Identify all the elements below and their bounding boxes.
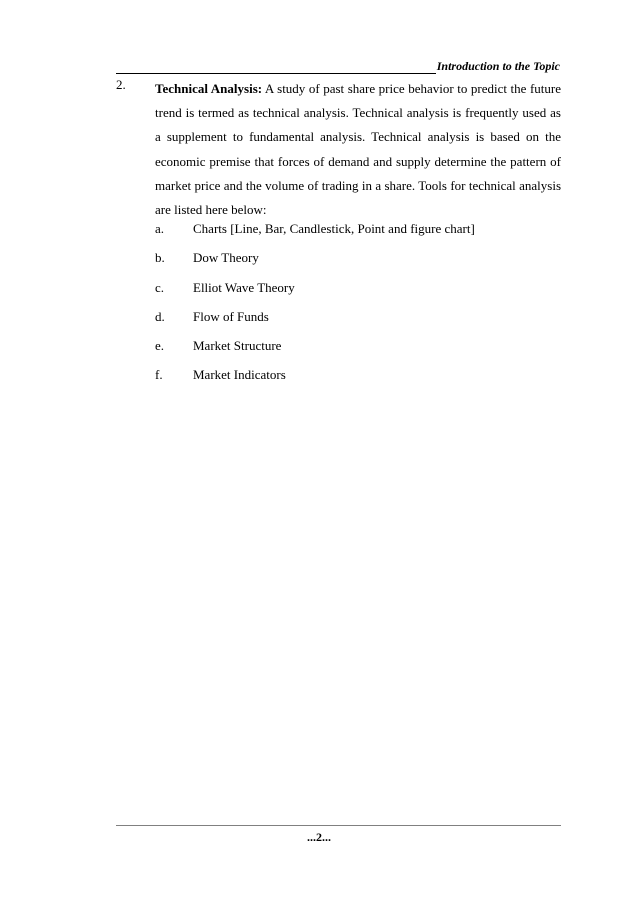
list-marker: e. bbox=[155, 338, 165, 354]
tools-list bbox=[155, 214, 475, 390]
list-item-text: Market Structure bbox=[193, 338, 282, 354]
list-item-text: Elliot Wave Theory bbox=[193, 279, 295, 295]
list-item bbox=[155, 273, 475, 302]
list-item bbox=[155, 302, 475, 331]
list-item bbox=[155, 214, 475, 243]
header-rule bbox=[116, 73, 436, 74]
page-number: ...2... bbox=[307, 830, 331, 844]
list-item-text: Dow Theory bbox=[193, 250, 259, 266]
list-item-text: Market Indicators bbox=[193, 367, 286, 383]
list-marker: d. bbox=[155, 308, 165, 324]
list-marker: a. bbox=[155, 221, 165, 236]
running-header-title: Introduction to the Topic bbox=[436, 59, 560, 73]
paragraph-body: A study of past share price behavior to predict the future trend is termed as technical analysis. Technical analysis is frequently used as a supplement to fundamental analysis. Technical analysis is based on the economic premise that forces of demand and supply determine the pattern of market price and the volume of trading in a share. Tools for technical analysis are listed here below: bbox=[155, 81, 561, 218]
technical-analysis-paragraph bbox=[155, 77, 561, 222]
list-item bbox=[155, 331, 475, 360]
list-marker: b. bbox=[155, 250, 165, 266]
section-number: 2. bbox=[116, 77, 126, 92]
list-item bbox=[155, 360, 475, 389]
footer-rule bbox=[116, 825, 561, 826]
list-item bbox=[155, 243, 475, 272]
list-marker: c. bbox=[155, 279, 165, 295]
list-item-text: Charts [Line, Bar, Candlestick, Point and figure chart] bbox=[193, 221, 475, 236]
term-technical-analysis: Technical Analysis: bbox=[155, 81, 263, 96]
list-marker: f. bbox=[155, 367, 163, 383]
list-item-text: Flow of Funds bbox=[193, 308, 269, 324]
